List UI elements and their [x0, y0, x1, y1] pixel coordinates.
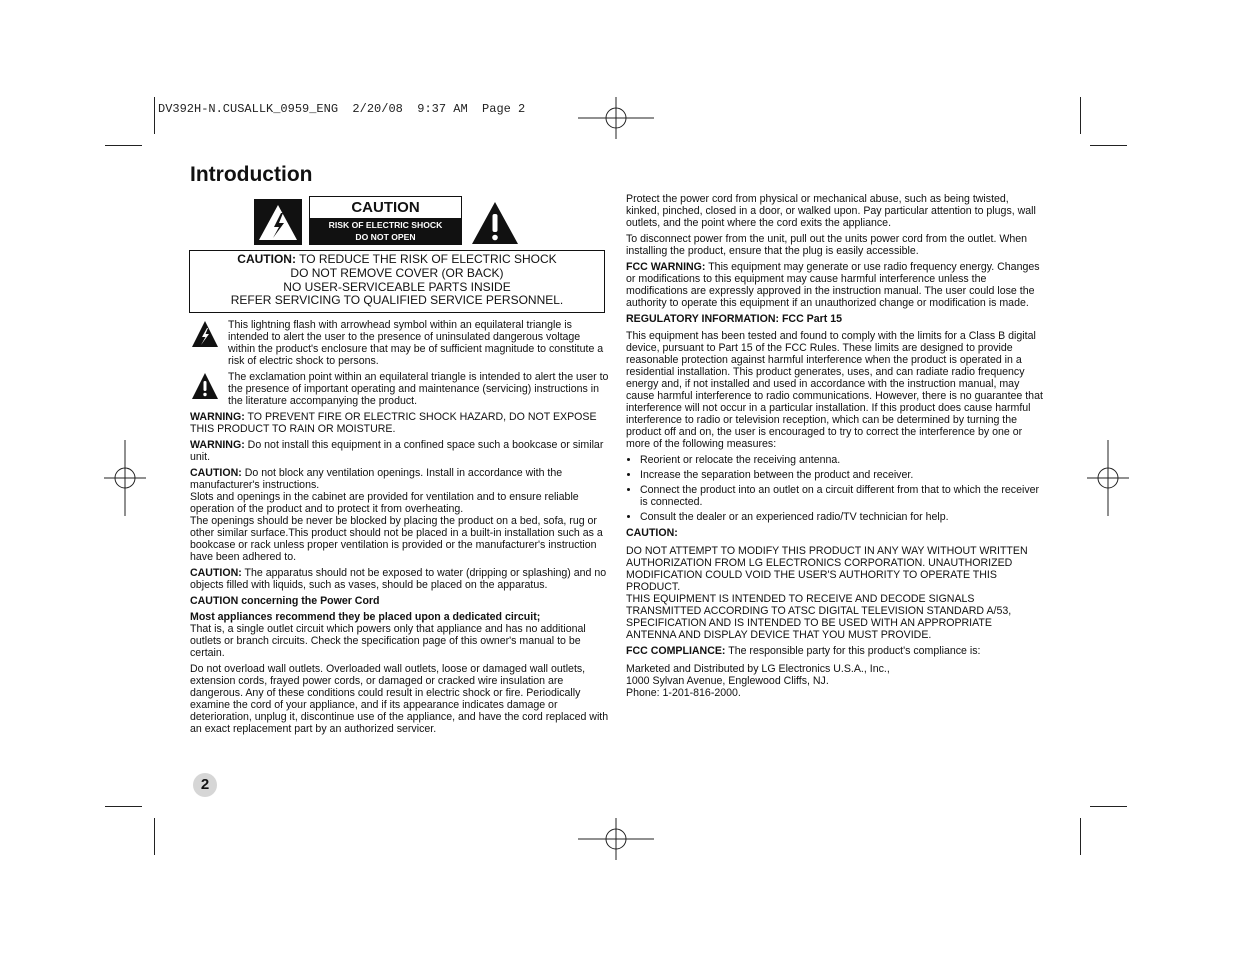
caution-box-line3: NO USER-SERVICEABLE PARTS INSIDE [283, 279, 511, 294]
caution-atsc-paragraph: THIS EQUIPMENT IS INTENDED TO RECEIVE AND DECODE SIGNALS TRANSMITTED ACCORDING TO ATSC DIGITAL TELEVISION STANDARD A/53, SPECIFICATION AND IS INTENDED TO BE USED WITH AN APPROPRIATE ANTENNA AND DISPLAY DEVICE THAT YOU MUST PROVIDE. [626, 593, 1012, 641]
marketed-line-1: Marketed and Distributed by LG Electronics U.S.A., Inc., [626, 663, 890, 675]
warning-confined-text: Do not install this equipment in a confined space such a bookcase or similar unit. [190, 439, 604, 463]
caution-sign-heading: CAUTION [351, 199, 420, 216]
fcc-warning-label: FCC WARNING: [626, 261, 706, 273]
exclamation-triangle-icon [190, 371, 220, 401]
caution-heading [626, 527, 1044, 539]
power-cord-heading [190, 595, 610, 607]
warning-label: WARNING: [190, 411, 245, 423]
caution-slots: Slots and openings in the cabinet are provided for ventilation and to ensure reliable operation of the product and to protect it from overheating. [190, 491, 579, 515]
dedicated-circuit [190, 611, 610, 659]
caution-heading-text: CAUTION: [626, 527, 678, 539]
caution-box-label: CAUTION: [237, 252, 296, 266]
regulatory-paragraph: This equipment has been tested and found to comply with the limits for a Class B digital device, pursuant to Part 15 of the FCC Rules. These limits are designed to provide reasonable protection against harmful interference when the product is operated in a residential installation. This product generates, uses, and can radiate radio frequency energy and, if not installed and used in accordance with the instruction manual, may cause harmful interference to radio communications. However, there is no guarantee that interference will not occur in a particular installation. If this product does cause harmful interference to radio or television reception, which can be determined by turning the product off and on, the user is encouraged to try to correct the interference by one or more of the following measures: [626, 330, 1043, 450]
list-item: • Connect the product into an outlet on a circuit different from that to which the receiver is connected. [640, 484, 1044, 508]
list-item: • Increase the separation between the product and receiver. [640, 469, 1044, 481]
marketed-line-2: 1000 Sylvan Avenue, Englewood Cliffs, NJ. [626, 675, 829, 687]
overload-paragraph: Do not overload wall outlets. Overloaded wall outlets, loose or damaged wall outlets, extension cords, frayed power cords, or damaged or cracked wire insulation are dangerous. Any of these conditions could result in electric shock or fire. Periodically examine the cord of your appliance, and if its appearance indicates damage or deterioration, unplug it, discontinue use of the appliance, and have the cord replaced with an exact replacement part by an authorized servicer. [190, 663, 609, 735]
right-column [626, 193, 1044, 699]
caution-box-line2: DO NOT REMOVE COVER (OR BACK) [290, 265, 504, 280]
registration-mark-bottom [578, 818, 654, 860]
crop-mark [1090, 145, 1127, 146]
registration-mark-top [578, 97, 654, 139]
disconnect-paragraph: To disconnect power from the unit, pull out the units power cord from the outlet. When installing the product, ensure that the plug is easily accessible. [626, 233, 1028, 257]
registration-mark-right [1087, 440, 1129, 516]
lightning-triangle-icon [254, 199, 302, 245]
list-item: • Consult the dealer or an experienced radio/TV technician for help. [640, 511, 1044, 523]
crop-mark [154, 818, 155, 855]
measures-list [626, 454, 1044, 523]
marketed-by [626, 663, 1044, 699]
exclamation-triangle-icon [470, 200, 520, 246]
caution-box [189, 250, 605, 313]
caution-box-line4: REFER SERVICING TO QUALIFIED SERVICE PERSONNEL. [230, 293, 564, 308]
list-item: • Reorient or relocate the receiving antenna. [640, 454, 1044, 466]
crop-mark [105, 145, 142, 146]
dedicated-circuit-heading: Most appliances recommend they be placed upon a dedicated circuit; [190, 611, 541, 623]
exclamation-note-text: The exclamation point within an equilateral triangle is intended to alert the user to the presence of important operating and maintenance (servicing) instructions in the literature accompanying the product. [228, 371, 609, 407]
fcc-warning [626, 261, 1044, 309]
caution-openings: The openings should be never be blocked by placing the product on a bed, sofa, rug or other similar surface.This product should not be placed in a built-in installation such as a bookcase or rack unless proper ventilation is provided or the manufacturer's instruction have been adhered to. [190, 515, 603, 563]
crop-mark [1080, 818, 1081, 855]
crop-mark [105, 806, 142, 807]
crop-mark [1090, 806, 1127, 807]
caution-sign-line1: RISK OF ELECTRIC SHOCK [328, 220, 443, 230]
print-header: DV392H-N.CUSALLK_0959_ENG 2/20/08 9:37 AM Page 2 [158, 102, 526, 116]
fcc-compliance-label: FCC COMPLIANCE: [626, 645, 726, 657]
warning-label: WARNING: [190, 439, 245, 451]
caution-box-line1 [190, 253, 604, 267]
protect-cord-paragraph: Protect the power cord from physical or mechanical abuse, such as being twisted, kinked, pinched, closed in a door, or walked upon. Pay particular attention to plugs, wall outlets, and the point where the cord exits the appliance. [626, 193, 1036, 229]
marketed-line-3: Phone: 1-201-816-2000. [626, 687, 741, 699]
exclamation-note [190, 371, 610, 407]
caution-label: CAUTION: [190, 467, 242, 479]
fcc-compliance [626, 645, 1044, 657]
power-cord-heading-text: CAUTION concerning the Power Cord [190, 595, 380, 607]
regulatory-heading [626, 313, 1044, 325]
page-title: Introduction [190, 163, 313, 186]
caution-water [190, 567, 610, 591]
caution-modify-paragraph: DO NOT ATTEMPT TO MODIFY THIS PRODUCT IN ANY WAY WITHOUT WRITTEN AUTHORIZATION FROM LG ELECTRONICS CORPORATION. UNAUTHORIZED MODIFICATION COULD VOID THE USER'S AUTHORITY TO OPERATE THIS PRODUCT. [626, 545, 1028, 593]
caution-sign-subtext [310, 218, 461, 244]
regulatory-heading-text: REGULATORY INFORMATION: FCC Part 15 [626, 313, 843, 325]
caution-box-line1-text: TO REDUCE THE RISK OF ELECTRIC SHOCK [295, 252, 557, 266]
crop-mark [154, 97, 155, 134]
page-number: 2 [193, 773, 217, 797]
caution-water-text: The apparatus should not be exposed to water (dripping or splashing) and no objects filled with liquids, such as vases, should be placed on the apparatus. [190, 567, 607, 591]
fcc-warning-text: This equipment may generate or use radio frequency energy. Changes or modifications to this equipment may cause harmful interference unless the modifications are expressly approved in the instruction manual. The user could lose the authority to operate this equipment if an unauthorized change or modification is made. [626, 261, 1040, 309]
fcc-compliance-text: The responsible party for this product's compliance is: [725, 645, 981, 657]
caution-label: CAUTION: [190, 567, 242, 579]
caution-ventilation-text: Do not block any ventilation openings. Install in accordance with the manufacturer's instructions. [190, 467, 563, 491]
warning-rain [190, 411, 610, 435]
dedicated-circuit-text: That is, a single outlet circuit which powers only that appliance and has no additional outlets or branch circuits. Check the specification page of this owner's manual to be certain. [190, 623, 586, 659]
lightning-triangle-icon [190, 319, 220, 349]
caution-ventilation [190, 467, 610, 491]
caution-sign-line2: DO NOT OPEN [355, 231, 416, 242]
warning-confined [190, 439, 610, 463]
warning-rain-text: TO PREVENT FIRE OR ELECTRIC SHOCK HAZARD, DO NOT EXPOSE THIS PRODUCT TO RAIN OR MOISTURE. [190, 411, 597, 435]
left-column [190, 319, 610, 739]
lightning-note [190, 319, 610, 367]
lightning-note-text: This lightning flash with arrowhead symbol within an equilateral triangle is intended to alert the user to the presence of uninsulated dangerous voltage within the product's enclosure that may be of sufficient magnitude to constitute a risk of electric shock to persons. [228, 319, 604, 367]
caution-sign [309, 196, 462, 245]
registration-mark-left [104, 440, 146, 516]
crop-mark [1080, 97, 1081, 134]
